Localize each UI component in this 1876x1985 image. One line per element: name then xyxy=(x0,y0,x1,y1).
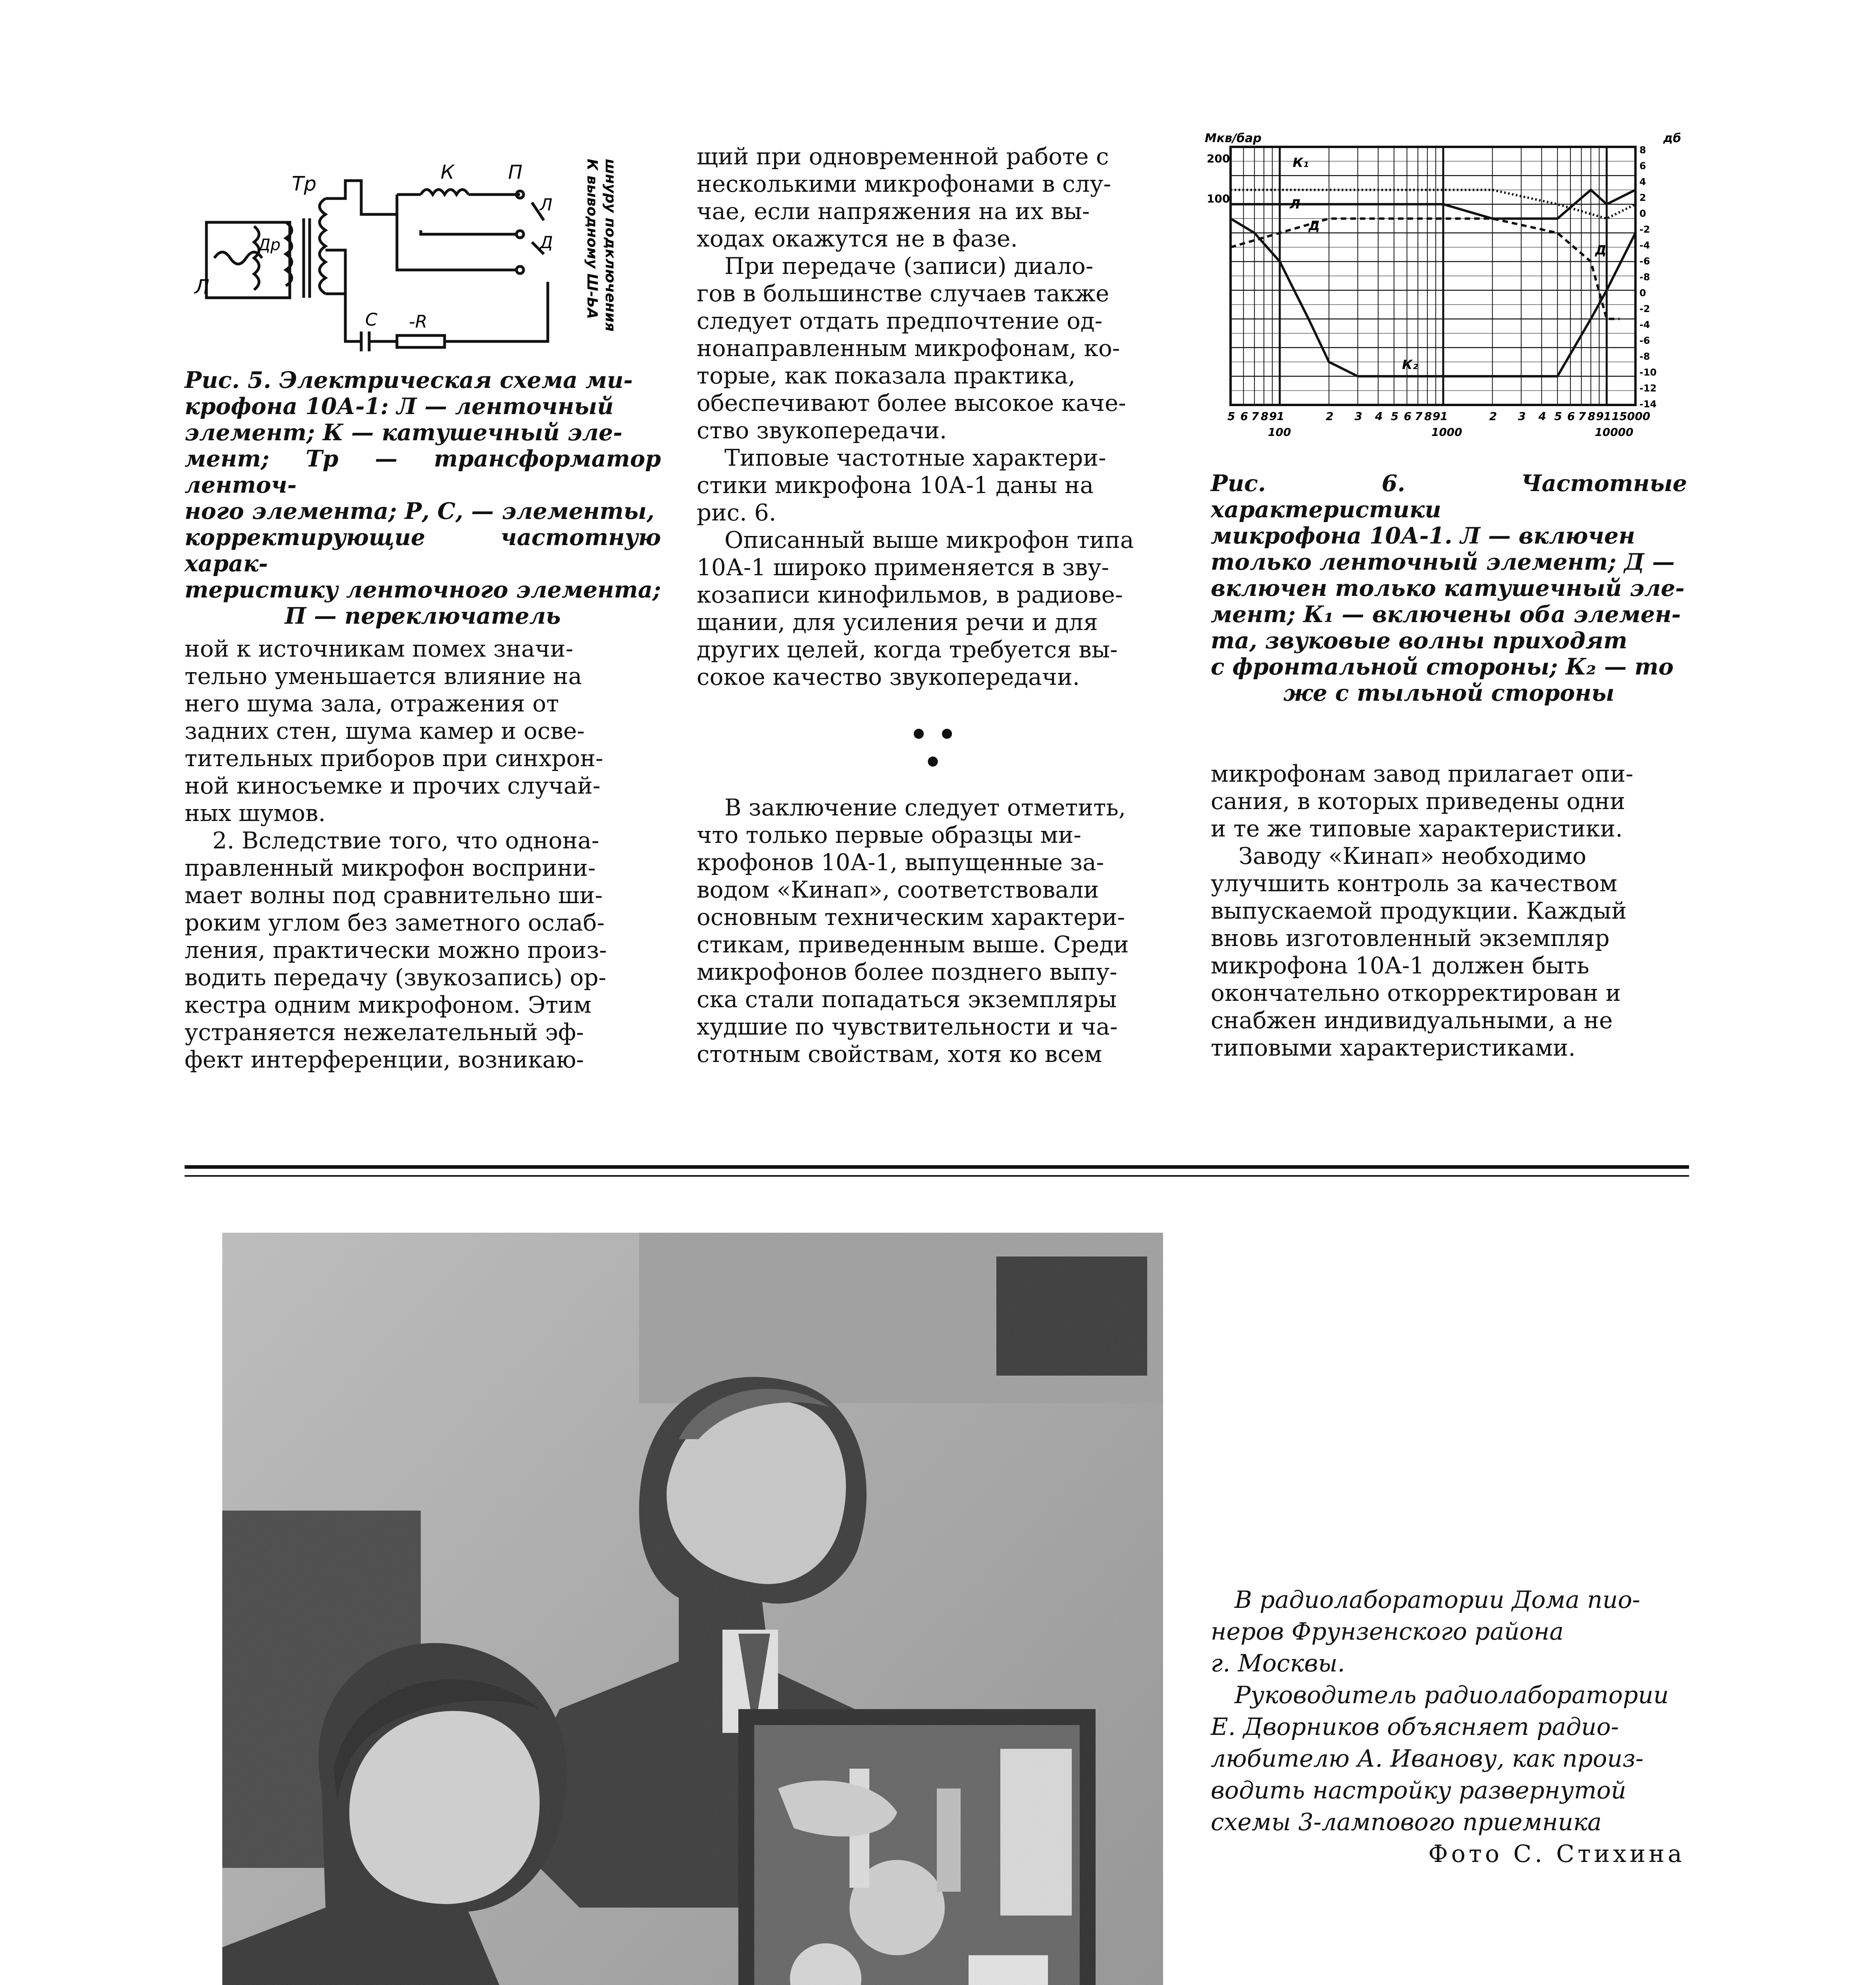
fig6-x-tick: 2 xyxy=(1489,410,1497,423)
fig5-caption-line: Рис. 5. Электрическая схема ми- xyxy=(185,367,633,393)
fig6-y-right-tick: -10 xyxy=(1639,367,1657,378)
fig6-caption-last: же с тыльной стороны xyxy=(1283,680,1615,706)
fig6-x-tick: 5 xyxy=(1227,410,1235,423)
fig5-schematic xyxy=(191,151,675,373)
caption-line: г. Москвы. xyxy=(1211,1650,1345,1677)
fig5-label-r: -R xyxy=(409,312,428,332)
fig6-x-label: 10000 xyxy=(1595,426,1633,439)
text-line: и те же типовые характеристики. xyxy=(1211,815,1623,842)
fig6-x-tick: 8 xyxy=(1424,410,1432,423)
text-line: снабжен индивидуальными, а не xyxy=(1211,1007,1613,1034)
fig6-y-right-tick: -2 xyxy=(1639,303,1650,314)
fig5-label-p: П xyxy=(508,161,523,183)
text-line: чае, если напряжения на их вы- xyxy=(697,198,1090,225)
fig5-caption-last: П — переключатель xyxy=(285,603,561,629)
text-line: правленный микрофон восприни- xyxy=(185,854,596,881)
text-line: устраняется нежелательный эф- xyxy=(185,1019,584,1046)
fig6-y-right-tick: -6 xyxy=(1639,335,1650,346)
fig6-caption-line: Рис. 6. Частотные характеристики xyxy=(1211,470,1687,523)
fig5-caption-line: мент; Тр — трансформатор ленточ- xyxy=(185,445,661,498)
fig6-x-tick: 7 xyxy=(1251,410,1259,423)
fig5-label-dr: Др xyxy=(258,236,281,254)
fig6-x-tick: 2 xyxy=(1325,410,1334,423)
fig6-x-tick: 6 xyxy=(1240,410,1248,423)
text-line: ска стали попадаться экземпляры xyxy=(697,986,1117,1013)
text-line: мает волны под сравнительно ши- xyxy=(185,882,603,909)
fig6-x-tick: 3 xyxy=(1354,410,1362,423)
fig6-caption-line: включен только катушечный эле- xyxy=(1211,575,1685,601)
fig6-caption-line: с фронтальной стороны; К₂ — то xyxy=(1211,653,1674,680)
text-line: несколькими микрофонами в слу- xyxy=(697,170,1111,197)
section-rule-thin xyxy=(185,1175,1689,1177)
fig6-curve-label: К₁ xyxy=(1292,155,1309,170)
text-line: роким углом без заметного ослаб- xyxy=(185,909,605,936)
text-line: стикам, приведенным выше. Среди xyxy=(697,931,1129,958)
text-line: ходах окажутся не в фазе. xyxy=(697,225,1018,252)
fig5-caption-line: ного элемента; Р, С, — элементы, xyxy=(185,498,655,524)
text-line: вновь изготовленный экземпляр xyxy=(1211,925,1610,952)
text-line: гов в большинстве случаев также xyxy=(697,280,1109,307)
fig6-caption-line: мент; К₁ — включены оба элемен- xyxy=(1211,601,1681,628)
text-line: сокое качество звукопередачи. xyxy=(697,663,1080,690)
text-line: водить передачу (звукозапись) ор- xyxy=(185,964,607,991)
caption-line: неров Фрунзенского района xyxy=(1211,1618,1564,1646)
text-line: рис. 6. xyxy=(697,499,776,526)
text-line: щий при одновременной работе с xyxy=(697,143,1109,170)
text-line: ной киносъемке и прочих случай- xyxy=(185,772,601,799)
fig6-chart xyxy=(1203,131,1691,445)
text-line: нонаправленным микрофонам, ко- xyxy=(697,335,1120,362)
fig6-caption-line: та, звуковые волны приходят xyxy=(1211,627,1628,654)
text-line: ство звукопередачи. xyxy=(697,417,947,444)
text-line: что только первые образцы ми- xyxy=(697,821,1081,848)
caption-line: водить настройку развернутой xyxy=(1211,1777,1626,1804)
fig6-y-right-tick: -8 xyxy=(1639,351,1650,362)
text-line: Описанный выше микрофон типа xyxy=(724,526,1134,553)
fig6-x-tick: 15000 xyxy=(1612,410,1651,423)
fig6-y-right-tick: -14 xyxy=(1639,399,1657,410)
fig5-label-to-amp2: шнуру подключения xyxy=(602,159,618,332)
fig6-x-tick: 4 xyxy=(1375,410,1383,423)
text-line: ления, практически можно произ- xyxy=(185,937,607,964)
fig6-y-right-tick: -4 xyxy=(1639,319,1650,330)
text-line: худшие по чувствительности и ча- xyxy=(697,1013,1118,1040)
fig6-curve-label: Д xyxy=(1595,242,1606,258)
fig6-grid xyxy=(1231,147,1635,405)
fig6-x-label: 1000 xyxy=(1431,426,1462,439)
col2-text xyxy=(697,143,1177,691)
text-line: следует отдать предпочтение од- xyxy=(697,307,1103,334)
fig6-x-tick: 8 xyxy=(1261,410,1269,423)
text-line: типовыми характеристиками. xyxy=(1211,1034,1576,1061)
text-line: стики микрофона 10А-1 даны на xyxy=(697,472,1094,499)
text-line: окончательно откорректирован и xyxy=(1211,979,1621,1006)
text-line: крофонов 10А-1, выпущенные за- xyxy=(697,849,1104,876)
caption-line: В радиолаборатории Дома пио- xyxy=(1235,1586,1640,1614)
text-line: ной к источникам помех значи- xyxy=(185,635,574,662)
text-line: микрофона 10А-1 должен быть xyxy=(1211,952,1589,979)
text-line: Типовые частотные характери- xyxy=(724,444,1106,471)
caption-line: Руководитель радиолаборатории xyxy=(1235,1681,1669,1709)
text-line: 10А-1 широко применяется в зву- xyxy=(697,554,1109,581)
section-rule-thick xyxy=(185,1165,1689,1169)
fig6-x-tick: 8 xyxy=(1587,410,1596,423)
fig6-x-tick: 1 xyxy=(1276,410,1285,423)
col2-conclusion xyxy=(697,794,1177,1068)
text-line: фект интерференции, возникаю- xyxy=(185,1046,584,1073)
fig5-label-c: С xyxy=(365,310,378,330)
fig6-y-left-tick: 100 xyxy=(1207,192,1230,205)
text-line: сания, в которых приведены одни xyxy=(1211,788,1626,815)
photo-credit: Фото С. Стихина xyxy=(1428,1840,1685,1868)
section-separator: • • • xyxy=(909,717,956,779)
fig6-y-right-tick: -6 xyxy=(1639,256,1650,267)
text-line: задних стен, шума камер и осве- xyxy=(185,717,585,744)
text-line: кестра одним микрофоном. Этим xyxy=(185,991,591,1018)
caption-line: любителю А. Иванову, как произ- xyxy=(1211,1745,1644,1773)
fig5-label-tr: Тр xyxy=(292,172,317,195)
fig5-caption-line: корректирующие частотную харак- xyxy=(185,524,661,577)
fig6-x-tick: 7 xyxy=(1414,410,1423,423)
fig6-x-tick: 9 xyxy=(1596,410,1604,423)
text-line: выпускаемой продукции. Каждый xyxy=(1211,897,1627,924)
fig6-y-right-tick: 4 xyxy=(1639,176,1646,187)
col1-text xyxy=(185,635,661,1073)
fig6-series-line xyxy=(1231,219,1620,319)
text-line: микрофонам завод прилагает опи- xyxy=(1211,760,1633,787)
fig6-curves xyxy=(1231,190,1635,376)
text-line: Заводу «Кинап» необходимо xyxy=(1238,842,1587,869)
fig6-y-right-tick: 0 xyxy=(1639,287,1646,299)
text-line: ных шумов. xyxy=(185,800,326,827)
text-line: улучшить контроль за качеством xyxy=(1211,870,1618,897)
fig5-caption xyxy=(185,367,661,629)
fig6-y-right-tick: 6 xyxy=(1639,160,1646,172)
fig6-curve-label: Л xyxy=(1289,197,1300,212)
fig5-caption-line: теристику ленточного элемента; xyxy=(185,576,661,603)
fig6-y-right-unit: дб xyxy=(1663,131,1681,145)
text-line: обеспечивают более высокое каче- xyxy=(697,389,1126,416)
text-line: 2. Вследствие того, что однона- xyxy=(212,827,599,854)
fig6-x-tick: 5 xyxy=(1391,410,1399,423)
radio-lab-photo xyxy=(222,1233,1163,1985)
fig6-x-tick: 6 xyxy=(1567,410,1575,423)
fig6-x-tick: 4 xyxy=(1538,410,1547,423)
col3-text xyxy=(1211,760,1687,1062)
fig6-x-tick: 6 xyxy=(1404,410,1412,423)
text-line: водом «Кинап», соответствовали xyxy=(697,876,1099,903)
fig6-x-tick: 9 xyxy=(1269,410,1277,423)
photo-caption xyxy=(1211,1584,1685,1870)
text-line: тительных приборов при синхрон- xyxy=(185,745,603,772)
fig6-y-right-tick: 0 xyxy=(1639,208,1646,219)
text-line: тельно уменьшается влияние на xyxy=(185,663,582,690)
fig6-x-tick: 9 xyxy=(1432,410,1441,423)
caption-line: схемы 3-лампового приемника xyxy=(1211,1808,1602,1836)
fig6-y-left-tick: 200 xyxy=(1207,152,1230,165)
fig6-y-right-tick: -8 xyxy=(1639,272,1650,283)
fig5-label-l2: Л xyxy=(540,195,553,214)
fig6-y-left-unit: Мкв/бар xyxy=(1205,131,1262,145)
fig6-caption xyxy=(1211,470,1687,706)
fig6-y-right-tick: -4 xyxy=(1639,240,1650,251)
fig5-label-k: К xyxy=(441,161,455,183)
fig6-y-right-tick: 2 xyxy=(1639,192,1646,203)
fig6-curve-label: К₂ xyxy=(1402,357,1418,372)
text-line: В заключение следует отметить, xyxy=(724,794,1126,821)
fig6-x-tick: 7 xyxy=(1578,410,1586,423)
fig6-caption-line: микрофона 10А-1. Л — включен xyxy=(1211,522,1635,549)
fig6-y-right-tick: 8 xyxy=(1639,145,1646,156)
fig6-series-line xyxy=(1231,219,1635,376)
text-line: щании, для усиления речи и для xyxy=(697,609,1098,636)
text-line: стотным свойствам, хотя ко всем xyxy=(697,1041,1102,1068)
fig5-label-l: Л xyxy=(195,276,210,299)
fig6-y-right-tick: -12 xyxy=(1639,383,1657,394)
caption-line: Е. Дворников объясняет радио- xyxy=(1211,1713,1619,1741)
fig5-label-d: Д xyxy=(540,233,553,252)
fig6-x-label: 100 xyxy=(1267,426,1291,439)
fig6-y-right-tick: -2 xyxy=(1639,224,1650,235)
fig6-x-tick: 5 xyxy=(1554,410,1562,423)
fig5-caption-line: крофона 10А-1: Л — ленточный xyxy=(185,393,614,420)
text-line: микрофонов более позднего выпу- xyxy=(697,958,1117,985)
fig6-curve-label: Д xyxy=(1308,218,1320,233)
fig6-caption-line: только ленточный элемент; Д — xyxy=(1211,549,1675,575)
fig6-x-tick: 3 xyxy=(1518,410,1526,423)
text-line: торые, как показала практика, xyxy=(697,362,1076,389)
text-line: козаписи кинофильмов, в радиове- xyxy=(697,581,1123,608)
fig5-label-to-amp: К выводному Ш-ЬА xyxy=(584,159,600,319)
text-line: него шума зала, отражения от xyxy=(185,690,559,717)
fig6-x-tick: 1 xyxy=(1440,410,1448,423)
text-line: других целей, когда требуется вы- xyxy=(697,636,1118,663)
text-line: основным техническим характери- xyxy=(697,904,1125,931)
text-line: При передаче (записи) диало- xyxy=(724,252,1094,279)
fig6-x-tick: 1 xyxy=(1603,410,1611,423)
fig5-caption-line: элемент; К — катушечный эле- xyxy=(185,419,622,446)
